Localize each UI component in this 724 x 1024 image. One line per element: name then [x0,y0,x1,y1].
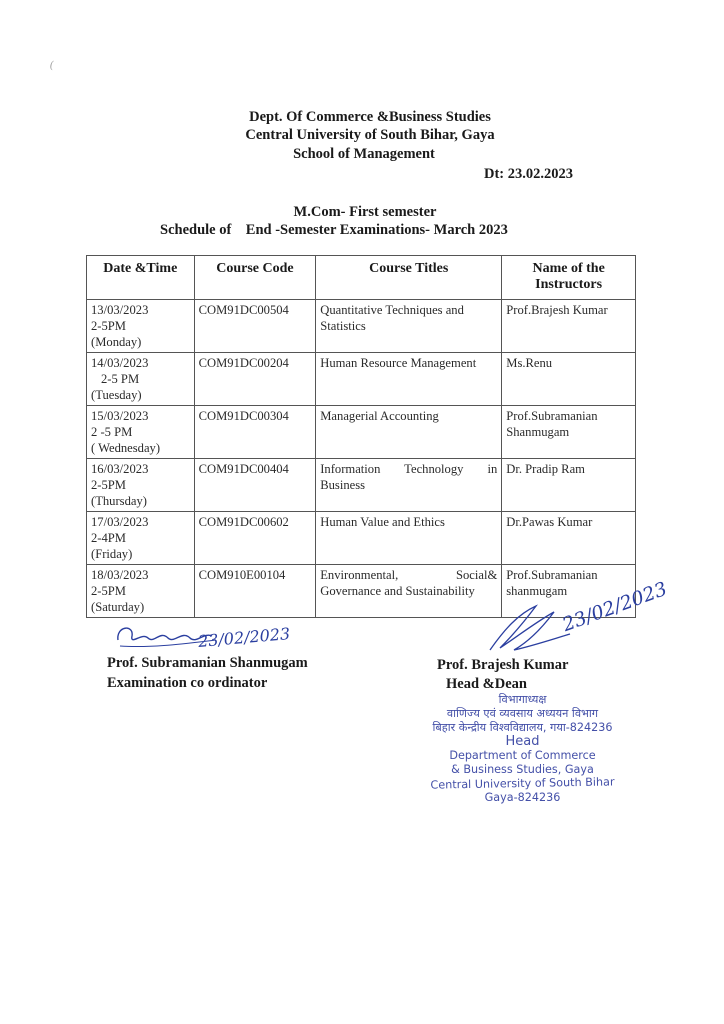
stamp-line: वाणिज्य एवं व्यवसाय अध्ययन विभाग [446,707,599,720]
school-heading: School of Management [293,146,435,162]
exam-time: 2-5PM [91,319,126,333]
exam-date: 16/03/2023 [91,462,149,476]
coordinator-name: Prof. Subramanian Shanmugam [107,655,308,671]
date-time-cell [87,353,195,406]
stamp-line: Gaya-824236 [484,791,561,804]
course-title-cell: Human Resource Management [316,353,502,406]
head-name: Prof. Brajesh Kumar [437,657,569,673]
exam-time: 2-5PM [91,478,126,492]
head-role: Head &Dean [446,676,527,692]
department-stamp [395,693,650,805]
table-row [87,353,636,406]
course-title-cell: Human Value and Ethics [316,512,502,565]
department-heading: Dept. Of Commerce &Business Studies [249,109,491,125]
course-code-cell: COM91DC00504 [194,300,316,353]
exam-date: 18/03/2023 [91,568,149,582]
exam-day: (Monday) [91,335,142,349]
stamp-line: & Business Studies, Gaya [451,763,594,776]
column-header-date: Date &Time [87,256,195,300]
stamp-line: Head [505,734,540,749]
stamp-line: विभागाध्यक्ष [498,693,547,706]
course-code-cell: COM91DC00204 [194,353,316,406]
course-code-cell: COM910E00104 [194,565,316,618]
document-date: Dt: 23.02.2023 [484,166,574,182]
course-code-cell: COM91DC00602 [194,512,316,565]
instructor-cell: Prof.Subramanian shanmugam [502,565,636,618]
exam-time: 2 -5 PM [91,425,133,439]
exam-date: 17/03/2023 [91,515,149,529]
column-header-code: Course Code [194,256,316,300]
course-title-cell: Environmental, Social& Governance and Sustainability [316,565,502,618]
exam-day: (Thursday) [91,494,147,508]
course-title-cell: Information Technology in Business [316,459,502,512]
instructor-cell: Ms.Renu [502,353,636,406]
instructor-cell: Prof.Subramanian Shanmugam [502,406,636,459]
stamp-line: बिहार केन्द्रीय विश्वविद्यालय, गया-824236 [432,721,613,734]
date-time-cell [87,512,195,565]
exam-day: ( Wednesday) [91,441,161,455]
course-code-cell: COM91DC00304 [194,406,316,459]
exam-time: 2-5 PM [101,372,140,386]
course-title-cell: Managerial Accounting [316,406,502,459]
column-header-instructor: Name of the Instructors [502,256,636,300]
table-row [87,512,636,565]
stamp-line: Central University of South Bihar [430,775,615,792]
university-heading: Central University of South Bihar, Gaya [245,127,495,143]
table-row [87,406,636,459]
exam-time: 2-5PM [91,584,126,598]
table-header-row [87,256,636,300]
exam-schedule-table [86,255,636,618]
table-row [87,459,636,512]
date-time-cell [87,406,195,459]
course-code-cell: COM91DC00404 [194,459,316,512]
semester-title: M.Com- First semester [293,204,437,220]
instructor-cell: Dr. Pradip Ram [502,459,636,512]
column-header-title: Course Titles [316,256,502,300]
exam-day: (Friday) [91,547,133,561]
coordinator-role: Examination co ordinator [107,675,268,691]
course-title-cell: Quantitative Techniques and Statistics [316,300,502,353]
instructor-cell: Dr.Pawas Kumar [502,512,636,565]
exam-day: (Saturday) [91,600,145,614]
right-signature-scribble [484,600,574,656]
exam-day: (Tuesday) [91,388,142,402]
schedule-title: Schedule of End -Semester Examinations- March 2023 [160,222,508,238]
exam-date: 14/03/2023 [91,356,149,370]
date-time-cell [87,459,195,512]
exam-date: 13/03/2023 [91,303,149,317]
instructor-cell: Prof.Brajesh Kumar [502,300,636,353]
table-row [87,300,636,353]
right-signature-date: 23/02/2023 [559,577,670,637]
left-signature-date: 23/02/2023 [197,624,291,651]
stamp-line: Department of Commerce [449,749,596,762]
scan-mark: ( [50,60,54,71]
date-time-cell [87,300,195,353]
exam-date: 15/03/2023 [91,409,149,423]
date-time-cell [87,565,195,618]
exam-time: 2-4PM [91,531,126,545]
